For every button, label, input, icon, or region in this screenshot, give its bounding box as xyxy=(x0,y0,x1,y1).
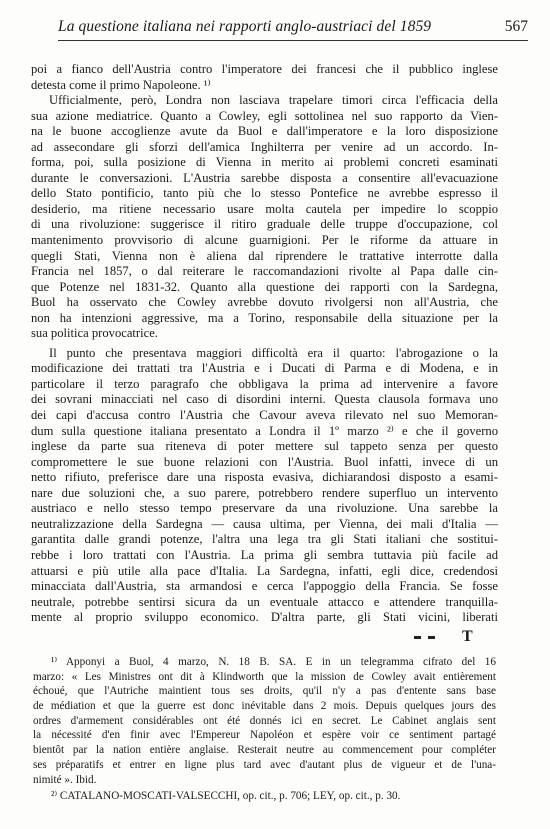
printer-mark-dash xyxy=(428,636,435,639)
text-line: nare due soluzioni che, a suo parere, potrebbero rendere superfluo un intervento xyxy=(31,485,498,500)
running-title: La questione italiana nei rapporti anglo-austriaci del 1859 xyxy=(58,18,432,35)
text-line: dum sulla questione italiana presentato a Londra il 1º marzo ²⁾ e che il governo xyxy=(31,423,498,438)
text-line: mantenimento provvisorio di alcune guarnigioni. Per le riforme da attuare in xyxy=(31,233,498,248)
text-line: neutralizzazione della Sardegna — causa ultima, per Vienna, dei mali d'Italia — xyxy=(31,516,498,531)
text-line: inglese da parte sua riteneva di poter mettere sul tappeto senza per questo xyxy=(31,439,498,454)
text-line: dello Stato pontificio, tanto più che lo stesso Pontefice ne avrebbe espresso il xyxy=(31,186,498,201)
text-line: sua azione mediatrice. Quanto a Cowley, egli sottolinea nel suo rapporto da Vien- xyxy=(31,108,498,123)
text-line: Francia nel 1857, o dal reiterare le raccomandazioni rivolte al Papa dalle cin- xyxy=(31,264,498,279)
printer-marks xyxy=(406,630,496,646)
text-line: compromettere le sue buone relazioni con l'Austria. Buol infatti, invece di un xyxy=(31,454,498,469)
text-line: quegli Stati, Vienna non è aliena dal riprendere le trattative interrotte dalla xyxy=(31,248,498,263)
footnote-line: la nécessité d'en finir avec l'Empereur Napoléon et espère voir ce sentiment partagé xyxy=(33,729,496,742)
running-header xyxy=(28,18,528,40)
page-number: 567 xyxy=(504,18,528,35)
footnote-line: ordres d'armement considérables ont été donnés ici en secret. Le Cabinet anglais sent xyxy=(33,714,496,727)
text-line: rebbe i loro trattati con l'Austria. La prima gli sembra tuttavia più facile ad xyxy=(31,547,498,562)
text-line: modificazione dei trattati tra l'Austria e i Ducati di Parma e di Modena, e in xyxy=(31,361,498,376)
text-line: Il punto che presentava maggiori difficoltà era il quarto: l'abrogazione o la xyxy=(49,345,498,360)
footnote-line: nimité ». Ibid. xyxy=(33,773,97,786)
printer-mark-t: T xyxy=(462,628,473,645)
text-line: que Potenze nel 1831-32. Quanto alla questione dei rapporti con la Sardegna, xyxy=(31,279,498,294)
text-line: ad assecondare gli sforzi dell'amica Inghilterra per venire ad un accordo. In- xyxy=(31,139,498,154)
text-line: durante le conversazioni. L'Austria sarebbe disposta a consentire all'evacuazione xyxy=(31,170,498,185)
text-line: neutrale, potrebbe sentirsi sicura da un eventuale attacco e attendere tranquilla- xyxy=(31,594,498,609)
text-line: poi a fianco dell'Austria contro l'imperatore dei francesi che il pubblico inglese xyxy=(31,62,498,76)
text-line: garantita dalle grandi potenze, l'altra una lega tra gli Stati italiani che sostitui- xyxy=(31,532,498,547)
text-line: di una rivoluzione: suggerisce il ritiro graduale delle truppe d'occupazione, col xyxy=(31,217,498,232)
text-line: attuarsi e più utile alla pace d'Italia. La Sardegna, infatti, egli dice, credendosi xyxy=(31,563,498,578)
text-line: austriaco e nello stesso tempo preservare da una rivoluzione. Una sarebbe la xyxy=(31,501,498,516)
text-line: dei capi d'accusa contro l'Austria che Cavour aveva rilevato nel suo Memoran- xyxy=(31,408,498,423)
footnote-line: marzo: « Les Ministres ont dit à Klindworth que la mission de Cowley avait entièrement xyxy=(33,670,496,683)
footnote-line: échoué, que l'Autriche maintient tous ses droits, qu'il n'y a pas d'entente sans base xyxy=(33,685,496,698)
footnote-line: ²⁾ CATALANO-MOSCATI-VALSECCHI, op. cit., p. 706; LEY, op. cit., p. 30. xyxy=(51,790,401,803)
text-line: non ha intenzioni aggressive, ma a Torino, responsabile della situazione per la xyxy=(31,310,498,325)
footnote-line: ses préparatifs et entrer en ligne plus tard avec d'autant plus de vigueur et de l'una- xyxy=(33,758,496,771)
text-line: dei sovrani minacciati nel caso di disordini interni. Questa clausola formava uno xyxy=(31,392,498,407)
text-line: forma, poi, sulla posizione di Vienna in merito ai problemi concreti esaminati xyxy=(31,155,498,170)
text-line: Buol ha osservato che Cowley avrebbe dovuto rivolgersi non all'Austria, che xyxy=(31,295,498,310)
printer-mark-dash xyxy=(414,636,421,639)
footnote-line: ¹⁾ Apponyi a Buol, 4 marzo, N. 18 B. SA. E in un telegramma cifrato del 16 xyxy=(51,656,496,668)
text-line: minacciata dall'Austria, sta armandosi e cerca l'appoggio della Francia. Se fosse xyxy=(31,579,498,594)
text-line: Ufficialmente, però, Londra non lasciava trapelare timori circa l'efficacia della xyxy=(49,93,498,108)
text-line: sua politica provocatrice. xyxy=(31,326,158,341)
body-text xyxy=(31,62,498,626)
text-line: na le buone accoglienze avute da Buol e dall'imperatore e la loro disposizione xyxy=(31,124,498,139)
footnote-line: bientôt par la nation entière anglaise. Resterait neutre au commencement pour compléter xyxy=(33,744,496,757)
text-line: particolare il terzo paragrafo che obbligava la prima ad intervenire a favore xyxy=(31,376,498,391)
footnotes xyxy=(33,655,496,804)
text-line: detesta come il primo Napoleone. ¹⁾ xyxy=(31,77,211,92)
footnote-line: de médiation et que la guerre est donc inévitable dans 2 mois. Depuis quelques jours des xyxy=(33,700,496,713)
text-line: desiderio, ma ritiene necessario usare molta cautela per impedire lo scoppio xyxy=(31,201,498,216)
text-line: mente al proprio sviluppo economico. D'altra parte, gli Stati vicini, liberati xyxy=(31,610,498,625)
header-rule xyxy=(58,40,528,41)
text-line: netto rifiuto, preferisce dare una risposta evasiva, dichiarandosi disposto a esami- xyxy=(31,470,498,485)
